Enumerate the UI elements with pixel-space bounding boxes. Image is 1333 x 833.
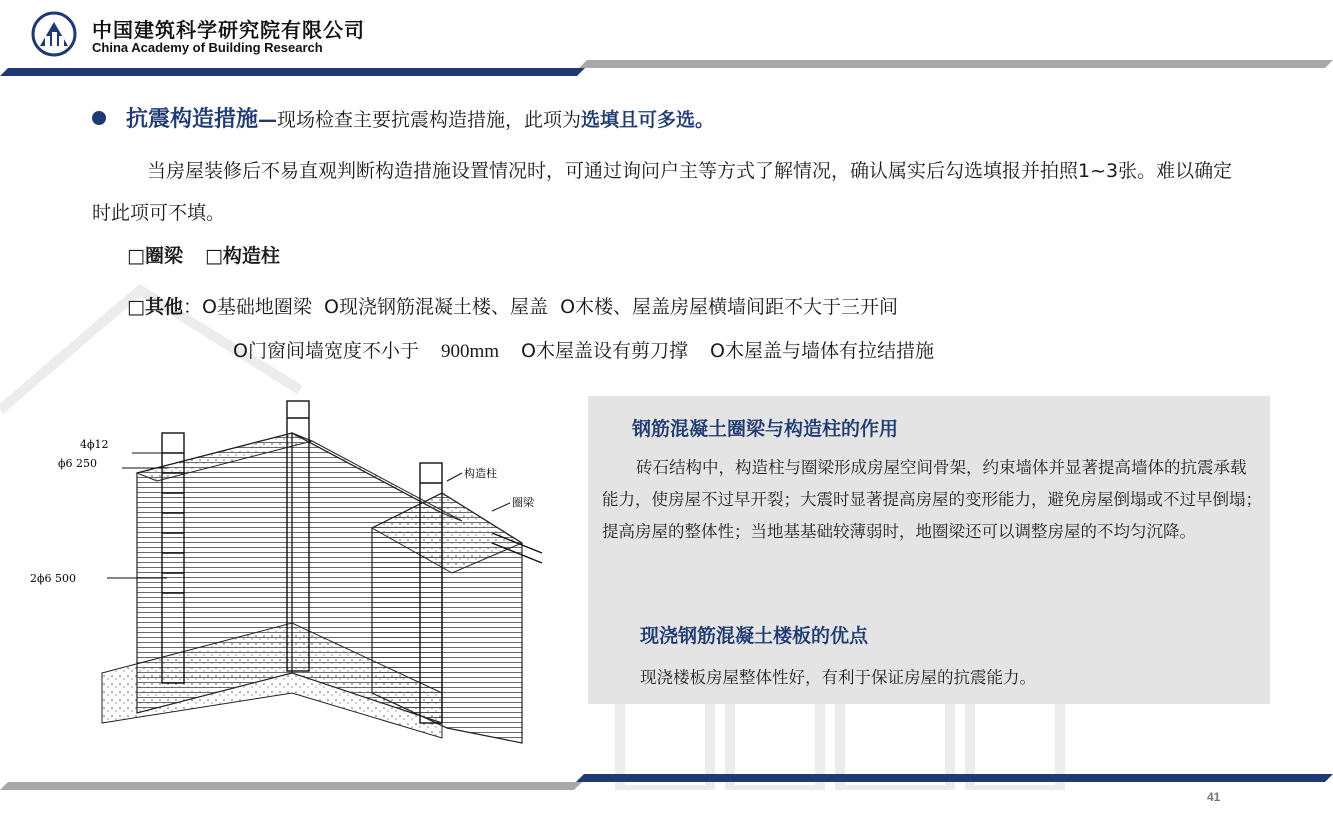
- section-bullet: [92, 102, 714, 133]
- instruction-text: 当房屋装修后不易直观判断构造措施设置情况时，可通过询问户主等方式了解情况，确认属实后勾选填报并拍照1~3张。难以确定时此项可不填。: [92, 160, 1233, 224]
- section-intro: 现场检查主要抗震构造措施，此项为: [277, 109, 582, 131]
- panel-body-cast-slab: 现浇楼板房屋整体性好，有利于保证房屋的抗震能力。: [640, 668, 1036, 687]
- bullet-dot-icon: [92, 111, 106, 125]
- org-name-en: China Academy of Building Research: [92, 40, 323, 55]
- label-rebar-main: 4ϕ12: [80, 438, 109, 451]
- sub-option-foundation-beam: O基础地圈梁: [201, 296, 312, 318]
- info-panel: [588, 396, 1270, 704]
- panel-heading-cast-slab: 现浇钢筋混凝土楼板的优点: [640, 625, 869, 647]
- title-separator: —: [258, 109, 278, 131]
- instruction-paragraph: [92, 150, 1242, 234]
- sub-option-scissor-brace: O木屋盖设有剪刀撑: [521, 340, 688, 362]
- label-tie: 2ϕ6 500: [30, 572, 76, 585]
- header-divider: [0, 56, 1333, 78]
- sub-option-pier-width-value: 900mm: [440, 341, 500, 362]
- cabr-logo-icon: [30, 10, 78, 58]
- sub-option-cast-floor: O现浇钢筋混凝土楼、屋盖: [324, 296, 548, 318]
- options-other-row-2: [233, 336, 934, 363]
- options-primary: [127, 241, 280, 268]
- option-other-colon: ：: [182, 296, 202, 318]
- panel-body-ring-beam: [602, 452, 1262, 548]
- panel-heading-ring-beam: 钢筋混凝土圈梁与构造柱的作用: [632, 418, 899, 440]
- sub-option-pier-width: [233, 340, 499, 362]
- label-stirrup: ϕ6 250: [58, 457, 97, 470]
- sub-option-roof-tie: O木屋盖与墙体有拉结措施: [710, 340, 934, 362]
- org-name-cn: 中国建筑科学研究院有限公司: [92, 18, 365, 42]
- page-number: 41: [1207, 790, 1221, 804]
- sub-option-pier-width-text: O门窗间墙宽度不小于: [233, 340, 419, 362]
- section-title: 抗震构造措施: [126, 107, 259, 132]
- label-structural-column: 构造柱: [464, 467, 497, 480]
- footer-divider: [0, 770, 1333, 792]
- sub-option-wall-spacing: O木楼、屋盖房屋横墙间距不大于三开间: [560, 296, 899, 318]
- options-other-row: [127, 292, 898, 319]
- section-emphasis: 选填且可多选。: [581, 109, 715, 131]
- panel-body-text: 砖石结构中，构造柱与圈梁形成房屋空间骨架，约束墙体并显著提高墙体的抗震承载能力，使房屋不过早开裂；大震时显著提高房屋的变形能力，避免房屋倒塌或不过早倒塌；提高房屋的整体性；当地基基础较薄弱时，地圈梁还可以调整房屋的不均匀沉降。: [602, 458, 1262, 541]
- option-ring-beam: □圈梁: [127, 245, 183, 267]
- option-structural-column: □构造柱: [204, 245, 280, 267]
- label-ring-beam: 圈梁: [512, 496, 534, 509]
- construction-diagram: [22, 393, 582, 748]
- option-other: □其他: [127, 296, 183, 318]
